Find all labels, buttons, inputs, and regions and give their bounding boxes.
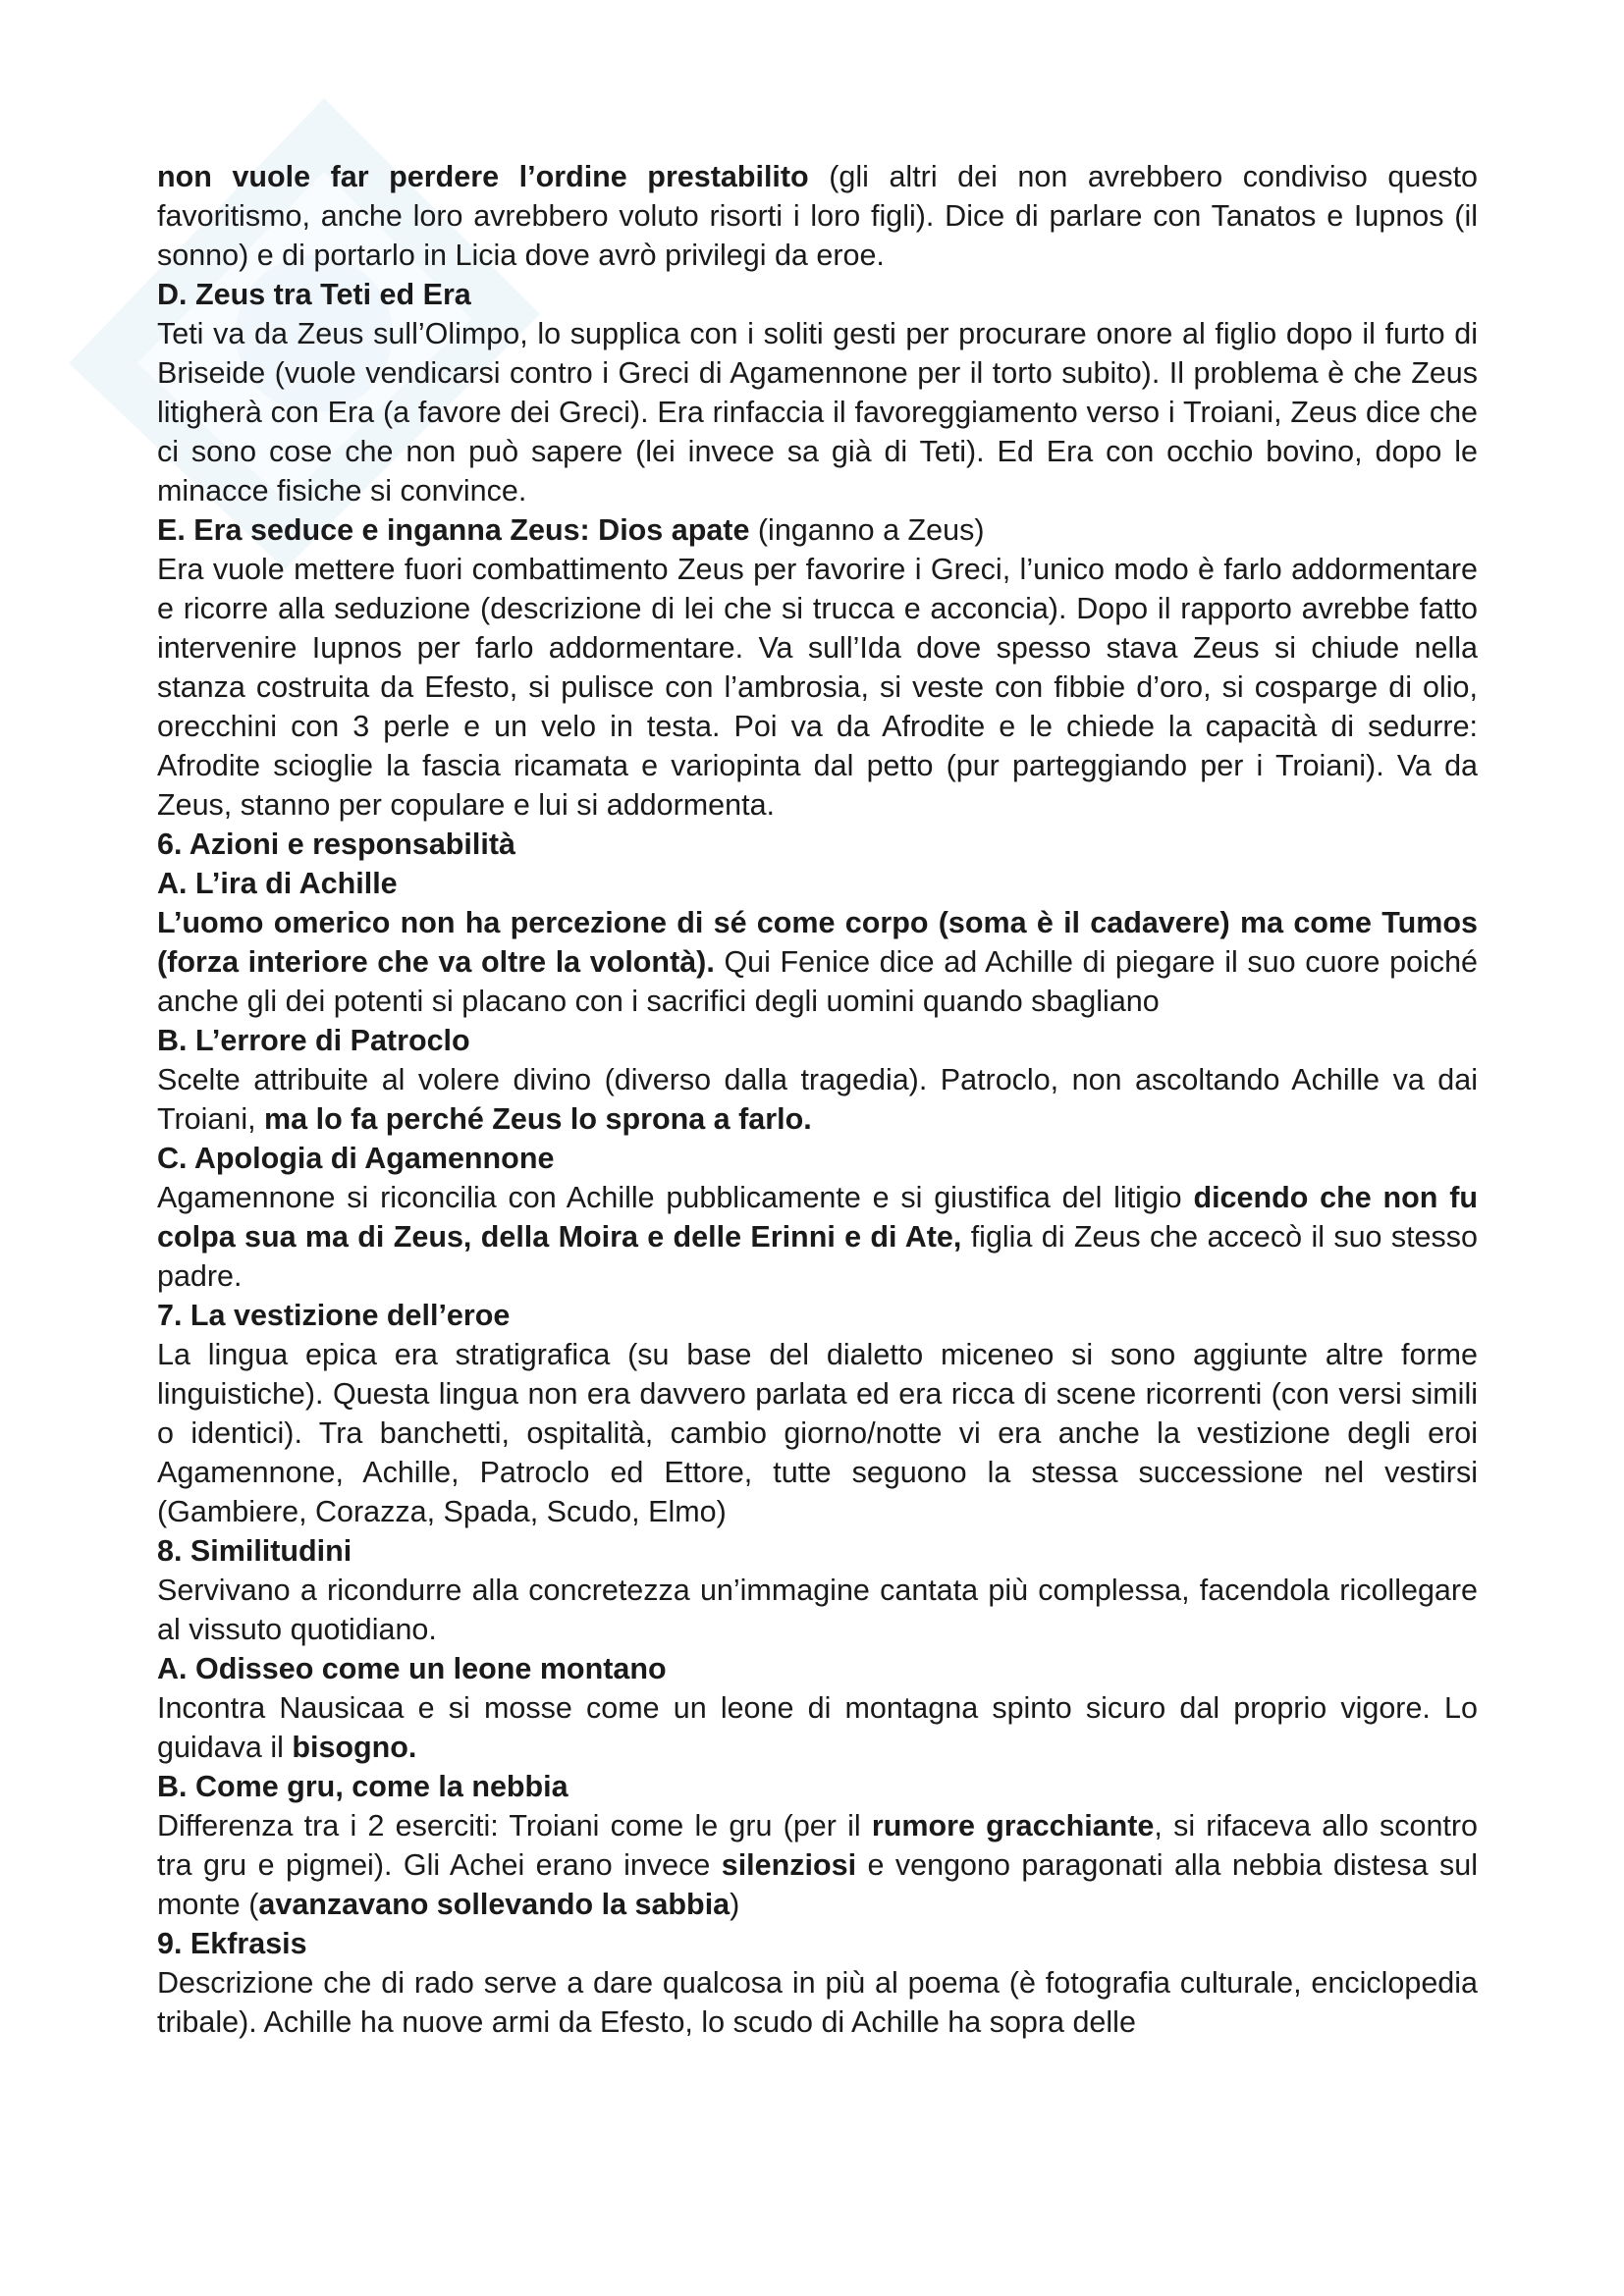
bold-text: bisogno. [292, 1731, 417, 1764]
bold-text: E. Era seduce e inganna Zeus: Dios apate [157, 513, 750, 547]
section-heading: B. L’errore di Patroclo [157, 1024, 470, 1057]
bold-text: rumore gracchiante [871, 1809, 1155, 1842]
body-text: Era vuole mettere fuori combattimento Zeus per favorire i Greci, l’unico modo è farlo addormentare e ricorre alla seduzione (descrizione di lei che si trucca e acconcia). Dopo il rapporto avrebbe fatto intervenire Iupnos per farlo addormentare. Va sull’Ida dove spesso stava Zeus si chiude nella stanza costruita da Efesto, si pulisce con l’ambrosia, si veste con fibbie d’oro, si cosparge di olio, orecchini con 3 perle e un velo in testa. Poi va da Afrodite e le chiede la capacità di sedurre: Afrodite scioglie la fascia ricamata e variopinta dal petto (pur parteggiando per i Troiani). Va da Zeus, stanno per copulare e lui si addormenta. [157, 553, 1478, 822]
section-heading: C. Apologia di Agamennone [157, 1142, 555, 1175]
bold-text: silenziosi [721, 1848, 857, 1882]
body-text: Descrizione che di rado serve a dare qualcosa in più al poema (è fotografia culturale, enciclopedia tribale). Achille ha nuove armi da Efesto, lo scudo di Achille ha sopra delle [157, 1966, 1478, 2039]
paragraph [157, 903, 1478, 1021]
paragraph [157, 1571, 1478, 1649]
body-text: figlia di Zeus che accecò il suo stesso padre. [157, 1220, 1478, 1293]
paragraph [157, 157, 1478, 275]
body-text: (inganno a Zeus) [749, 513, 985, 547]
paragraph [157, 550, 1478, 825]
body-text: Scelte attribuite al volere divino (diverso dalla tragedia). Patroclo, non ascoltando Achille va dai Troiani, [157, 1063, 1478, 1136]
body-text: , si rifaceva allo scontro tra gru e pigmei). Gli Achei erano invece [157, 1809, 1479, 1882]
body-text: Servivano a ricondurre alla concretezza un’immagine cantata più complessa, facendola ricollegare al vissuto quotidiano. [157, 1574, 1478, 1646]
section-heading: A. L’ira di Achille [157, 867, 398, 900]
document-page [157, 157, 1478, 2042]
body-text: ) [730, 1888, 740, 1921]
body-text: Incontra Nausicaa e si mosse come un leone di montagna spinto sicuro dal proprio vigore. Lo guidava il [157, 1691, 1478, 1764]
section-heading: D. Zeus tra Teti ed Era [157, 278, 471, 311]
paragraph [157, 1806, 1478, 1924]
paragraph [157, 1335, 1478, 1531]
paragraph [157, 1963, 1478, 2042]
section-heading: 6. Azioni e responsabilità [157, 828, 515, 861]
bold-text: dicendo che non fu colpa sua ma di Zeus, della Moira e delle Erinni e di Ate, [157, 1181, 1478, 1254]
body-text: Agamennone si riconcilia con Achille pubblicamente e si giustifica del litigio [157, 1181, 1194, 1214]
section-heading: 7. La vestizione dell’eroe [157, 1299, 511, 1332]
section-heading: B. Come gru, come la nebbia [157, 1770, 568, 1803]
paragraph [157, 314, 1478, 510]
body-text: (gli altri dei non avrebbero condiviso questo favoritismo, anche loro avrebbero voluto risorti i loro figli). Dice di parlare con Tanatos e Iupnos (il sonno) e di portarlo in Licia dove avrò privilegi da eroe. [157, 160, 1479, 272]
bold-text: ma lo fa perché Zeus lo sprona a farlo. [264, 1102, 812, 1136]
body-text: La lingua epica era stratigrafica (su base del dialetto miceneo si sono aggiunte altre forme linguistiche). Questa lingua non era davvero parlata ed era ricca di scene ricorrenti (con versi simili o identici). Tra banchetti, ospitalità, cambio giorno/notte vi era anche la vestizione degli eroi Agamennone, Achille, Patroclo ed Ettore, tutte seguono la stessa successione nel vestirsi (Gambiere, Corazza, Spada, Scudo, Elmo) [157, 1338, 1478, 1528]
bold-text: L’uomo omerico non ha percezione di sé come corpo (soma è il cadavere) ma come Tumos (forza interiore che va oltre la volontà). [157, 906, 1478, 979]
paragraph [157, 1688, 1478, 1767]
body-text: Qui Fenice dice ad Achille di piegare il suo cuore poiché anche gli dei potenti si placano con i sacrifici degli uomini quando sbagliano [157, 945, 1478, 1018]
bold-text: non vuole far perdere l’ordine prestabilito [157, 160, 809, 193]
body-text: Differenza tra i 2 eserciti: Troiani come le gru (per il [157, 1809, 872, 1842]
paragraph [157, 1060, 1478, 1139]
body-text: Teti va da Zeus sull’Olimpo, lo supplica con i soliti gesti per procurare onore al figlio dopo il furto di Briseide (vuole vendicarsi contro i Greci di Agamennone per il torto subito). Il problema è che Zeus litigherà con Era (a favore dei Greci). Era rinfaccia il favoreggiamento verso i Troiani, Zeus dice che ci sono cose che non può sapere (lei invece sa già di Teti). Ed Era con occhio bovino, dopo le minacce fisiche si convince. [157, 317, 1478, 507]
section-heading: 9. Ekfrasis [157, 1927, 307, 1960]
paragraph [157, 1178, 1478, 1296]
bold-text: avanzavano sollevando la sabbia [258, 1888, 731, 1921]
section-heading: 8. Similitudini [157, 1534, 352, 1568]
section-heading: A. Odisseo come un leone montano [157, 1652, 667, 1685]
paragraph [157, 510, 1478, 550]
body-text: e vengono paragonati alla nebbia distesa sul monte ( [157, 1848, 1478, 1921]
